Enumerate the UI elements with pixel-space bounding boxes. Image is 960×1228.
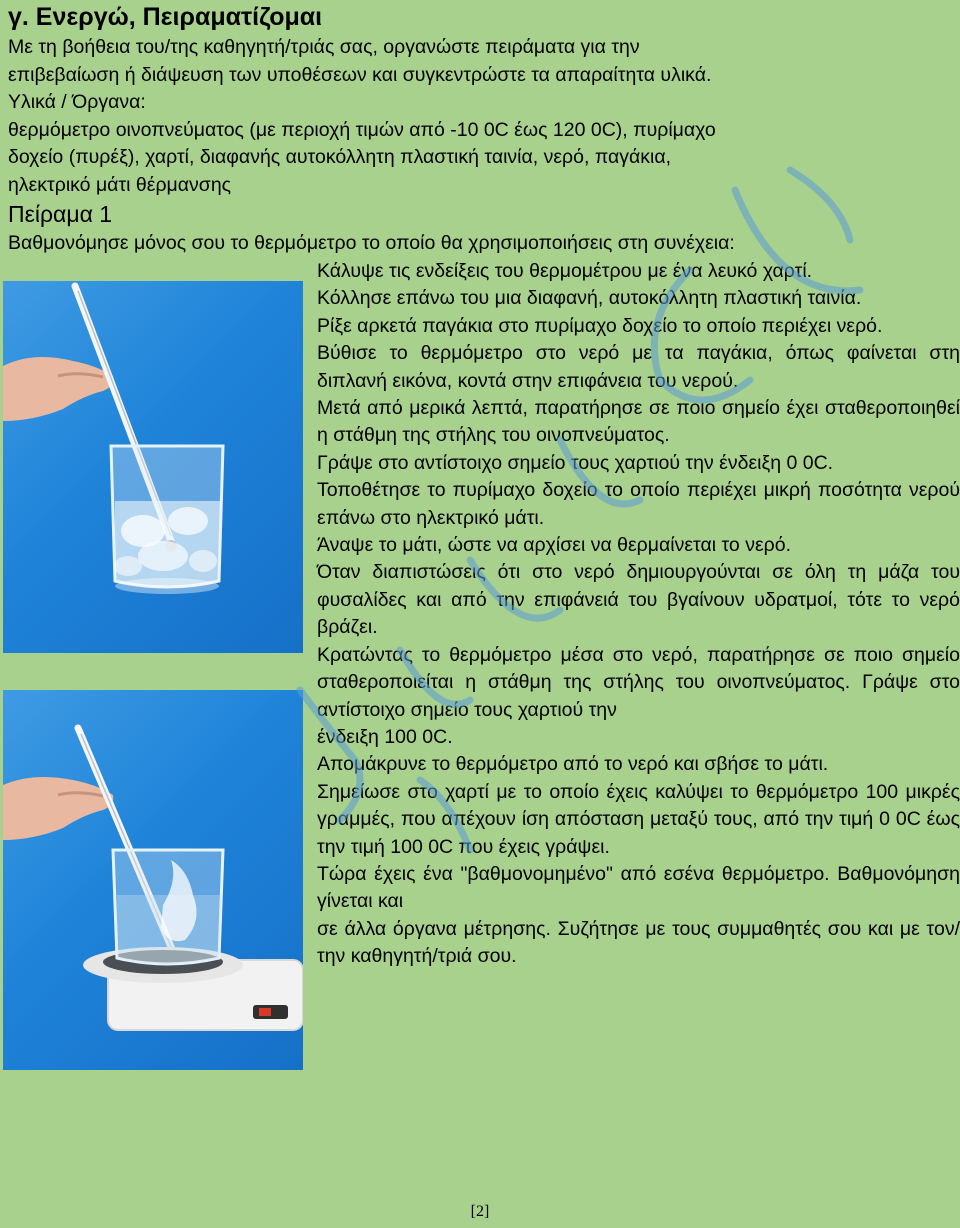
intro-line: επιβεβαίωση ή διάψευση των υποθέσεων και συγκεντρώστε τα απαραίτητα υλικά. bbox=[8, 63, 712, 86]
experiment-title: Πείραμα 1 bbox=[8, 201, 113, 227]
step-item: Βύθισε το θερμόμετρο στο νερό με τα παγάκια, όπως φαίνεται στη διπλανή εικόνα, κοντά στην επιφάνεια του νερού. bbox=[317, 342, 960, 392]
section-heading: γ. Ενεργώ, Πειραματίζομαι bbox=[8, 3, 323, 31]
step-item: σε άλλα όργανα μέτρησης. Συζήτησε με τους συμμαθητές σου και με τον/την καθηγητή/τριά σου. bbox=[317, 917, 960, 968]
step-item: Γράψε στο αντίστοιχο σημείο τους χαρτιού την ένδειξη 0 0C. bbox=[317, 451, 834, 474]
step-item: Άναψε το μάτι, ώστε να αρχίσει να θερμαίνεται το νερό. bbox=[317, 534, 791, 557]
materials-line: δοχείο (πυρέξ), χαρτί, διαφανής αυτοκόλλητη πλαστική ταινία, νερό, παγάκια, bbox=[8, 146, 672, 168]
experiment-steps bbox=[317, 258, 960, 971]
thermometer-in-ice-water-photo bbox=[3, 281, 303, 653]
step-item: Κάλυψε τις ενδείξεις του θερμομέτρου με ένα λευκό χαρτί. bbox=[317, 260, 813, 282]
intro-line: Με τη βοήθεια του/της καθηγητή/τριάς σας, οργανώστε πειράματα για την bbox=[8, 36, 640, 58]
step-item: Τοποθέτησε το πυρίμαχο δοχείο το οποίο περιέχει μικρή ποσότητα νερού επάνω στο ηλεκτρικό μάτι. bbox=[317, 479, 960, 529]
step-item: Τώρα έχεις ένα "βαθμονομημένο" από εσένα θερμόμετρο. Βαθμονόμηση γίνεται και bbox=[317, 862, 960, 913]
materials-label: Υλικά / Όργανα: bbox=[8, 91, 146, 113]
step-item: Απομάκρυνε το θερμόμετρο από το νερό και σβήσε το μάτι. bbox=[317, 753, 829, 776]
step-item: Ρίξε αρκετά παγάκια στο πυρίμαχο δοχείο το οποίο περιέχει νερό. bbox=[317, 314, 883, 337]
step-item: Μετά από μερικά λεπτά, παρατήρησε σε ποιο σημείο έχει σταθεροποιηθεί η στάθμη της στήλης του οινοπνεύματος. bbox=[317, 397, 960, 447]
step-item: Όταν διαπιστώσεις ότι στο νερό δημιουργούνται σε όλη τη μάζα του φυσαλίδες και από την επιφάνειά του βγαίνουν υδρατμοί, τότε το νερό βράζει. bbox=[317, 561, 960, 639]
step-item: Κρατώντας το θερμόμετρο μέσα στο νερό, παρατήρησε σε ποιο σημείο σταθεροποιείται η στάθμη της στήλης του οινοπνεύματος. Γράψε στο αντίστοιχο σημείο τους χαρτιού την bbox=[317, 643, 960, 721]
intro-text bbox=[8, 34, 948, 199]
thermometer-in-heated-water-photo bbox=[3, 690, 303, 1070]
materials-line: θερμόμετρο οινοπνεύματος (με περιοχή τιμών από -10 0C έως 120 0C), πυρίμαχο bbox=[8, 118, 716, 141]
step-item: ένδειξη 100 0C. bbox=[317, 725, 453, 748]
experiment-lead: Βαθμονόμησε μόνος σου το θερμόμετρο το οποίο θα χρησιμοποιήσεις στη συνέχεια: bbox=[8, 232, 735, 254]
materials-line: ηλεκτρικό μάτι θέρμανσης bbox=[8, 173, 232, 196]
step-item: Σημείωσε στο χαρτί με το οποίο έχεις καλύψει το θερμόμετρο 100 μικρές γραμμές, που απέχουν ίση απόσταση μεταξύ τους, από την τιμή 0 0C έως την τιμή 100 0C που έχεις γράψει. bbox=[317, 780, 960, 858]
step-item: Κόλλησε επάνω του μια διαφανή, αυτοκόλλητη πλαστική ταινία. bbox=[317, 287, 862, 310]
page-number: [2] bbox=[470, 1203, 490, 1220]
